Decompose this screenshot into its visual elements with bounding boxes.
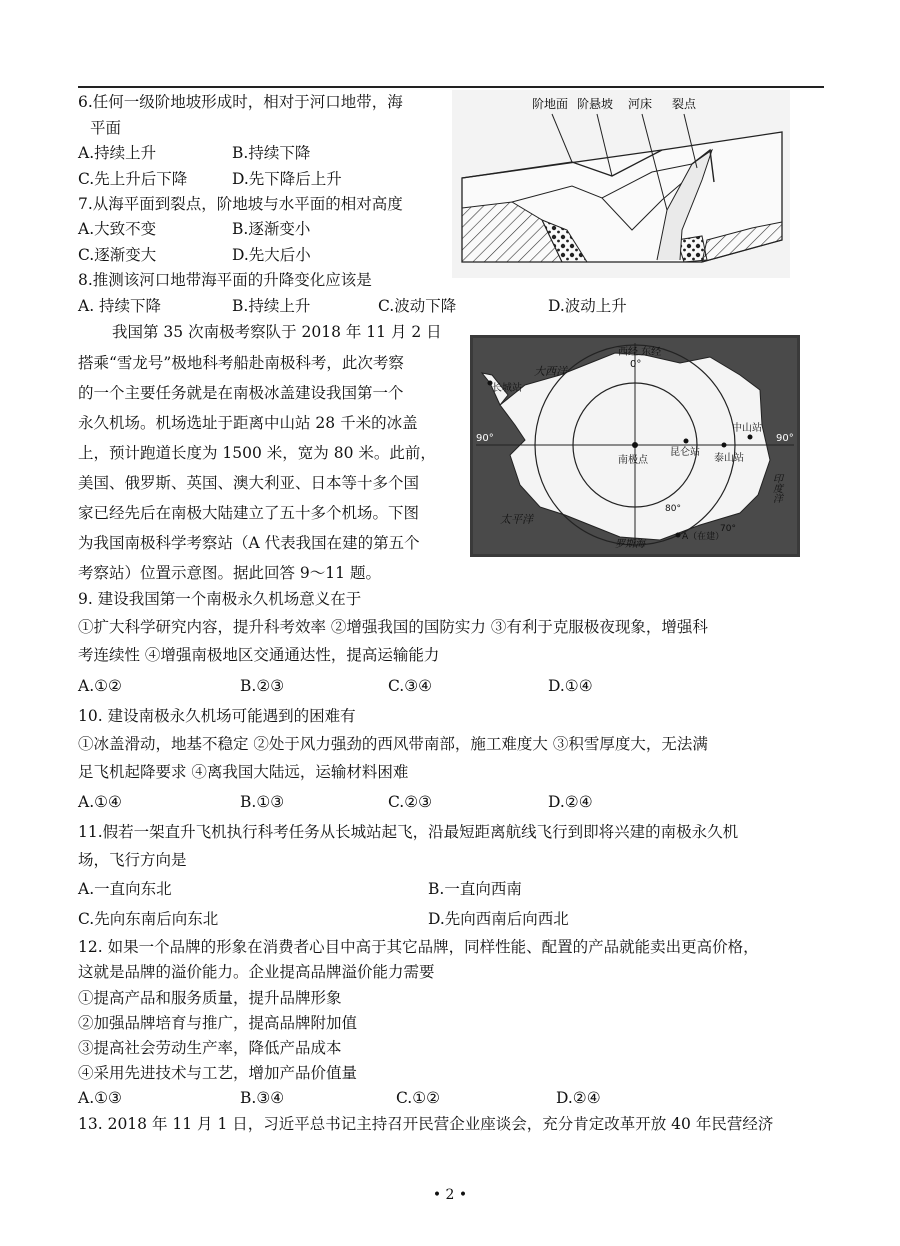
q6-option-b: B.持续下降 [232, 144, 311, 162]
q7-option-d: D.先大后小 [232, 246, 311, 264]
q9-stem: 9. 建设我国第一个南极永久机场意义在于 [78, 590, 362, 608]
q10-statements-line1: ①冰盖滑动，地基不稳定 ②处于风力强劲的西风带南部，施工难度大 ③积雪厚度大，无法满 [78, 735, 708, 753]
indian-ocean-label: 印度洋 [770, 473, 782, 503]
passage-line-6: 美国、俄罗斯、英国、澳大利亚、日本等十多个国 [78, 474, 420, 492]
q12-statement-2: ②加强品牌培育与推广，提高品牌附加值 [78, 1014, 358, 1032]
q11-option-b: B.一直向西南 [428, 880, 522, 898]
ross-sea-label: 罗斯海 [615, 539, 645, 550]
site-a-point [676, 533, 681, 538]
pacific-label: 太平洋 [500, 513, 533, 526]
passage-line-5: 上，预计跑道长度为 1500 米，宽为 80 米。此前， [78, 444, 436, 462]
antarctica-map [470, 335, 800, 557]
q9-option-d: D.①④ [548, 677, 593, 695]
q8-option-c: C.波动下降 [378, 297, 457, 315]
leader-terrace-surface [552, 114, 572, 162]
west-90-label: 90° [476, 433, 494, 444]
q8-option-a: A. 持续下降 [78, 297, 162, 315]
terrace-diagram-svg [452, 90, 790, 278]
q7-option-b: B.逐渐变小 [232, 220, 311, 238]
antarctica-map-svg [470, 335, 800, 557]
kunlun-station-label: 昆仑站 [670, 447, 700, 458]
q12-statement-1: ①提高产品和服务质量，提升品牌形象 [78, 989, 342, 1007]
lat-70-label: 70° [720, 524, 736, 534]
q11-stem-line1: 11.假若一架直升飞机执行科考任务从长城站起飞，沿最短距离航线飞行到即将兴建的南极永久机 [78, 823, 739, 841]
taishan-station-point [722, 443, 727, 448]
atlantic-label: 大西洋 [534, 365, 567, 378]
passage-line-9: 考察站）位置示意图。据此回答 9～11 题。 [78, 564, 381, 582]
kunlun-station-point [684, 439, 689, 444]
label-knickpoint: 裂点 [672, 97, 697, 111]
q12-option-c: C.①② [396, 1089, 441, 1107]
q10-option-c: C.②③ [388, 793, 433, 811]
q10-stem: 10. 建设南极永久机场可能遇到的困难有 [78, 707, 356, 725]
q11-option-a: A.一直向东北 [78, 880, 172, 898]
q12-statement-3: ③提高社会劳动生产率，降低产品成本 [78, 1039, 342, 1057]
q11-stem-line2: 场，飞行方向是 [78, 851, 187, 869]
q6-option-d: D.先下降后上升 [232, 170, 342, 188]
q8-option-d: D.波动上升 [548, 297, 627, 315]
q7-stem: 7.从海平面到裂点，阶地坡与水平面的相对高度 [78, 195, 403, 213]
q12-stem-line2: 这就是品牌的溢价能力。企业提高品牌溢价能力需要 [78, 963, 435, 981]
q11-option-c: C.先向东南后向东北 [78, 910, 219, 928]
q9-option-b: B.②③ [240, 677, 285, 695]
q9-option-c: C.③④ [388, 677, 433, 695]
south-pole-label: 南极点 [618, 455, 648, 466]
q11-option-d: D.先向西南后向西北 [428, 910, 569, 928]
q9-option-a: A.①② [78, 677, 122, 695]
zhongshan-station-label: 中山站 [732, 423, 762, 434]
passage-line-3: 的一个主要任务就是在南极冰盖建设我国第一个 [78, 384, 404, 402]
q13-stem-line1: 13. 2018 年 11 月 1 日，习近平总书记主持召开民营企业座谈会，充分肯定改革开放 40 年民营经济 [78, 1115, 774, 1133]
meridian-label: 西经 东经 [618, 347, 662, 358]
q8-stem: 8.推测该河口地带海平面的升降变化应该是 [78, 271, 372, 289]
zhongshan-station-point [748, 435, 753, 440]
q10-option-b: B.①③ [240, 793, 285, 811]
q7-option-c: C.逐渐变大 [78, 246, 157, 264]
zero-meridian-label: 0° [630, 359, 642, 370]
q10-option-d: D.②④ [548, 793, 593, 811]
lat-80-label: 80° [665, 504, 681, 514]
passage-line-4: 永久机场。机场选址于距离中山站 28 千米的冰盖 [78, 414, 418, 432]
q12-option-d: D.②④ [556, 1089, 601, 1107]
q9-statements-line2: 考连续性 ④增强南极地区交通通达性，提高运输能力 [78, 646, 440, 664]
label-terrace-surface: 阶地面 [532, 97, 569, 111]
q9-statements-line1: ①扩大科学研究内容，提升科考效率 ②增强我国的国防实力 ③有利于克服极夜现象，增强科 [78, 618, 708, 636]
label-riverbed: 河床 [628, 97, 653, 111]
q6-option-c: C.先上升后下降 [78, 170, 188, 188]
q12-option-a: A.①③ [78, 1089, 122, 1107]
q7-option-a: A.大致不变 [78, 220, 157, 238]
q6-stem-line1: 6.任何一级阶地坡形成时，相对于河口地带，海 [78, 93, 403, 111]
taishan-station-label: 泰山站 [714, 453, 744, 464]
passage-line-1: 我国第 35 次南极考察队于 2018 年 11 月 2 日 [112, 323, 442, 341]
q12-statement-4: ④采用先进技术与工艺，增加产品价值量 [78, 1064, 358, 1082]
changcheng-station-label: 长城站 [492, 383, 522, 394]
terrace-diagram [452, 90, 790, 278]
q6-option-a: A.持续上升 [78, 144, 157, 162]
q12-stem-line1: 12. 如果一个品牌的形象在消费者心目中高于其它品牌，同样性能、配置的产品就能卖出更高价格， [78, 938, 759, 956]
q12-option-b: B.③④ [240, 1089, 285, 1107]
page-number: • 2 • [432, 1187, 468, 1203]
header-rule [78, 86, 824, 88]
south-pole-point [632, 442, 638, 448]
site-a-label: A（在建） [682, 532, 725, 542]
label-terrace-slope: 阶悬坡 [577, 97, 614, 111]
passage-line-2: 搭乘“雪龙号”极地科考船赴南极科考，此次考察 [78, 354, 404, 372]
q10-statements-line2: 足飞机起降要求 ④离我国大陆远，运输材料困难 [78, 763, 409, 781]
passage-line-8: 为我国南极科学考察站（A 代表我国在建的第五个 [78, 534, 420, 552]
q6-stem-line2: 平面 [90, 119, 122, 137]
q10-option-a: A.①④ [78, 793, 122, 811]
q8-option-b: B.持续上升 [232, 297, 311, 315]
passage-line-7: 家已经先后在南极大陆建立了五十多个机场。下图 [78, 504, 420, 522]
east-90-label: 90° [776, 433, 794, 444]
